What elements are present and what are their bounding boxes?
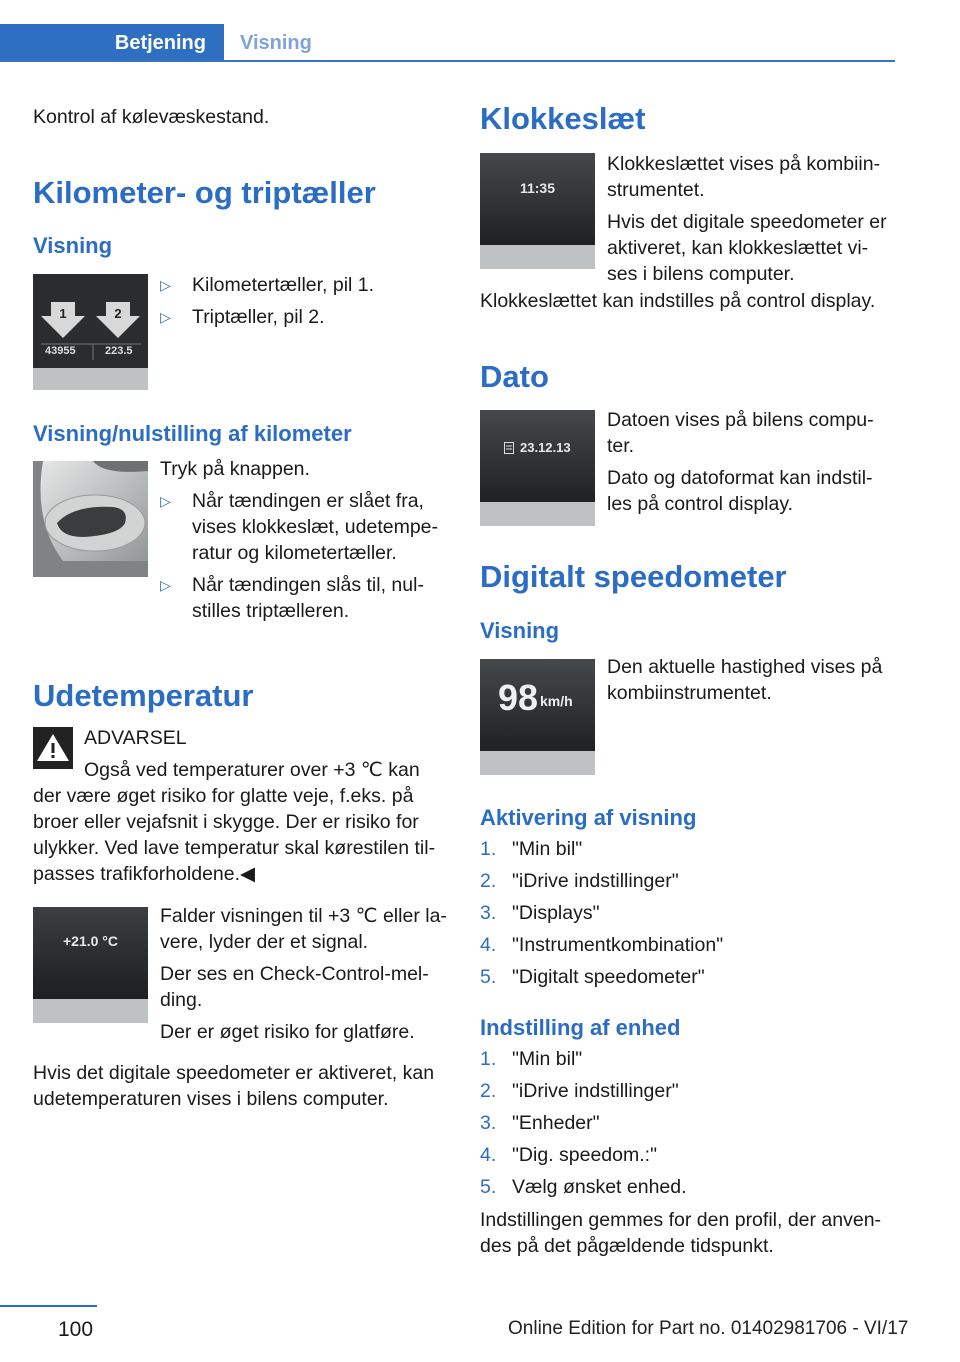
temperature-display-image [33, 907, 148, 1023]
section-title-temp: Udetemperatur [33, 678, 254, 713]
list-item: ▷ Når tændingen er slået fra, vises klokkeslæt, udetempe- ratur og kilometertæller. [160, 490, 439, 564]
list-item: 1. "Min bil" [480, 838, 583, 860]
list-item: 5. "Digitalt speedometer" [480, 966, 705, 988]
subsection-reset: Visning/nulstilling af kilometer [33, 421, 352, 446]
warning-text: der være øget risiko for glatte veje, f.eks. på broer eller vejafsnit i skygge. Der er risiko for ulykker. Ved lave temperatur skal kørestilen til- passes trafikforholdene.◀ [33, 785, 436, 885]
tab-visning[interactable]: Visning [240, 31, 312, 54]
temp-note: Hvis det digitale speedometer er aktiveret, kan udetemperaturen vises i bilens computer. [33, 1062, 435, 1110]
calendar-icon [504, 442, 514, 454]
odometer-image [33, 274, 148, 390]
list-item: 1. "Min bil" [480, 1048, 583, 1070]
list-item: 4. "Dig. speedom.:" [480, 1144, 657, 1166]
subsection-speed-visning: Visning [480, 618, 560, 643]
triangle-bullet-icon: ▷ [160, 309, 171, 325]
list-item: ▷ Når tændingen slås til, nul- stilles triptælleren. [160, 574, 424, 622]
section-title-date: Dato [480, 359, 549, 394]
list-item: 4. "Instrumentkombination" [480, 934, 724, 956]
section-title-clock: Klokkeslæt [480, 101, 646, 136]
list-item: 3. "Displays" [480, 902, 600, 924]
list-item: ▷ Triptæller, pil 2. [160, 306, 325, 328]
unit-list [480, 1046, 900, 1206]
date-paragraph: Datoen vises på bilens compu- ter. Dato og datoformat kan indstil- les på control display. [607, 409, 874, 515]
unit-note: Indstillingen gemmes for den profil, der anven- des på det pågældende tidspunkt. [480, 1209, 882, 1257]
temp-paragraph: Falder visningen til +3 ℃ eller la- vere, lyder der et signal. Der ses en Check-Control-mel- ding. Der er øget risiko for glatføre. [160, 905, 447, 1043]
triangle-bullet-icon: ▷ [160, 277, 171, 293]
list-item: 2. "iDrive indstillinger" [480, 870, 679, 892]
clock-setting-text: Klokkeslættet kan indstilles på control display. [480, 290, 876, 312]
temperature-readout: +21.0 °C [62, 933, 119, 949]
header-divider [0, 60, 895, 62]
warning-icon [33, 727, 73, 769]
speed-paragraph: Den aktuelle hastighed vises på kombiinstrumentet. [607, 656, 883, 704]
clock-readout: 11:35 [519, 180, 556, 196]
triangle-bullet-icon: ▷ [160, 493, 171, 509]
subsection-activation: Aktivering af visning [480, 805, 697, 830]
page-number: 100 [58, 1318, 94, 1341]
clock-paragraph: Klokkeslættet vises på kombiin- strumentet. Hvis det digitale speedometer er aktiveret, kan klokkeslættet vi- ses i bilens computer. [607, 153, 887, 285]
footer-divider [0, 1305, 97, 1307]
date-display-image [480, 410, 595, 526]
section-title-km: Kilometer- og triptæller [33, 175, 376, 210]
odometer-value: 43955 [45, 345, 76, 357]
speedometer-display-image [480, 659, 595, 775]
reset-instruction: Tryk på knappen. [160, 458, 310, 480]
activation-list [480, 836, 900, 996]
speed-value: 98 [498, 677, 539, 718]
reset-list [160, 488, 455, 624]
arrow-label-2: 2 [114, 306, 122, 321]
list-item: 3. "Enheder" [480, 1112, 600, 1134]
reset-button-image [33, 461, 148, 577]
list-item: 2. "iDrive indstillinger" [480, 1080, 679, 1102]
km-list [160, 272, 450, 330]
arrow-label-1: 1 [59, 306, 67, 321]
list-item: ▷ Kilometertæller, pil 1. [160, 274, 375, 296]
list-item: 5. Vælg ønsket enhed. [480, 1176, 687, 1198]
section-title-speedometer: Digitalt speedometer [480, 559, 787, 594]
speed-unit: km/h [540, 693, 573, 709]
intro-text: Kontrol af kølevæskestand. [33, 106, 270, 128]
clock-display-image [480, 153, 595, 269]
subsection-unit: Indstilling af enhed [480, 1015, 681, 1040]
button-illustration [33, 461, 148, 577]
subsection-visning: Visning [33, 233, 113, 258]
tab-betjening[interactable]: Betjening [0, 24, 224, 62]
warning-line: Også ved temperaturer over +3 ℃ kan [84, 759, 420, 781]
date-readout: 23.12.13 [520, 440, 571, 455]
edition-footer: Online Edition for Part no. 01402981706 - VI/17 [508, 1318, 909, 1339]
warning-label: ADVARSEL [84, 727, 187, 749]
trip-value: 223.5 [105, 345, 133, 357]
triangle-bullet-icon: ▷ [160, 577, 171, 593]
